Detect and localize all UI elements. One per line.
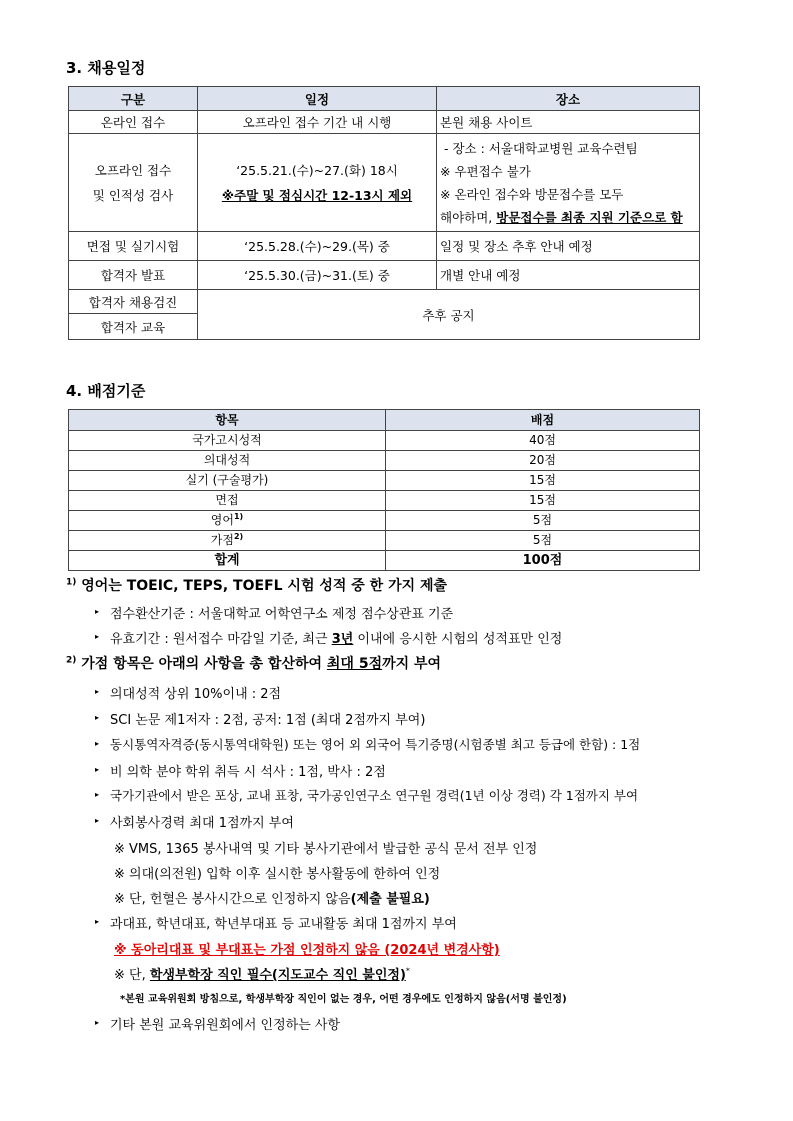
cell-place (437, 134, 700, 232)
category-line: 오프라인 접수 (94, 162, 172, 178)
note2-subitem (114, 888, 430, 907)
place-line: ※ 우편접수 불가 (440, 163, 531, 179)
cell-total-label: 합계 (69, 551, 386, 571)
note2-title (66, 653, 441, 673)
section3-heading: 3. 채용일정 (66, 59, 146, 77)
section4-heading: 4. 배점기준 (66, 382, 146, 400)
place-emphasis: 방문접수를 최종 지원 기준으로 함 (496, 209, 683, 225)
place-line: ※ 온라인 접수와 방문접수를 모두 (440, 186, 624, 202)
cell-score: 20점 (386, 451, 700, 471)
footnote-ref: 1) (233, 512, 244, 521)
bullet-icon: ▸ (95, 816, 100, 825)
cell-merged-note: 추후 공지 (198, 290, 700, 340)
table-row (69, 511, 700, 531)
note1-bullet: 점수환산기준 : 서울대학교 어학연구소 제정 점수상관표 기준 (110, 607, 454, 622)
note2-bullet: 비 의학 분야 학위 취득 시 석사 : 1점, 박사 : 2점 (110, 765, 386, 780)
note2-bullet: 국가기관에서 받은 포상, 교내 표창, 국가공인연구소 연구원 경력(1년 이상 경력) 각 1점까지 부여 (110, 788, 639, 803)
item-label: 영어 (210, 513, 234, 527)
note2-subitem: ※ VMS, 1365 봉사내역 및 기타 봉사기관에서 발급한 공식 문서 전부 인정 (114, 842, 538, 857)
col-header-category: 구분 (69, 87, 198, 111)
table-row (69, 111, 700, 134)
bullet-text: 이내에 응시한 시험의 성적표만 인정 (353, 632, 563, 647)
cell-item: 면접 (69, 491, 386, 511)
cell-category: 합격자 채용검진 (69, 290, 198, 314)
note1-bullet (110, 628, 562, 647)
note-title-text: 영어는 TOEIC, TEPS, TOEFL 시험 성적 중 한 가지 제출 (81, 578, 448, 594)
bullet-icon: ▸ (95, 632, 100, 641)
note-marker: 1) (66, 577, 77, 588)
footnote-ref: 2) (233, 532, 244, 541)
col-header-item: 항목 (69, 410, 386, 431)
cell-schedule (198, 134, 437, 232)
cell-score: 15점 (386, 471, 700, 491)
cell-category: 온라인 접수 (69, 111, 198, 134)
schedule-line: ‘25.5.21.(수)~27.(화) 18시 (236, 162, 398, 178)
item-label: 가점 (210, 533, 234, 547)
note-title-text: 까지 부여 (382, 656, 442, 672)
cell-place: 일정 및 장소 추후 안내 예정 (437, 232, 700, 261)
cell-schedule: 오프라인 접수 기간 내 시행 (198, 111, 437, 134)
cell-score: 15점 (386, 491, 700, 511)
note2-bullet: 기타 본원 교육위원회에서 인정하는 사항 (110, 1018, 341, 1033)
table-row (69, 491, 700, 511)
cell-place: 개별 안내 예정 (437, 261, 700, 290)
bullet-emphasis: 3년 (331, 632, 354, 647)
cell-item: 의대성적 (69, 451, 386, 471)
bullet-icon: ▸ (95, 687, 100, 696)
note2-subitem: ※ 의대(의전원) 입학 이후 실시한 봉사활동에 한하여 인정 (114, 867, 441, 882)
bullet-text: 유효기간 : 원서접수 마감일 기준, 최근 (110, 632, 332, 647)
bullet-icon: ▸ (95, 607, 100, 616)
schedule-table (68, 86, 700, 340)
table-row (69, 431, 700, 451)
note2-bullet: 과대표, 학년대표, 학년부대표 등 교내활동 최대 1점까지 부여 (110, 917, 457, 932)
col-header-schedule: 일정 (198, 87, 437, 111)
note2-footnote: *본원 교육위원회 방침으로, 학생부학장 직인이 없는 경우, 어떤 경우에도 인정하지 않음(서명 불인정) (120, 994, 567, 1005)
note2-bullet: 동시통역자격증(동시통역대학원) 또는 영어 외 외국어 특기증명(시험종별 최고 등급에 한함) : 1점 (110, 737, 641, 752)
bullet-icon: ▸ (95, 713, 100, 722)
subitem-emphasis: 학생부학장 직인 필수(지도교수 직인 불인정) (149, 968, 406, 983)
table-row (69, 531, 700, 551)
cell-total-score: 100점 (386, 551, 700, 571)
asterisk-ref: * (405, 966, 410, 976)
table-row-total (69, 551, 700, 571)
cell-item (69, 531, 386, 551)
subitem-text: ※ 단, 헌혈은 봉사시간으로 인정하지 않음 (114, 892, 351, 907)
cell-score: 40점 (386, 431, 700, 451)
col-header-place: 장소 (437, 87, 700, 111)
cell-category: 면접 및 실기시험 (69, 232, 198, 261)
note2-subitem (114, 964, 410, 983)
table-row (69, 134, 700, 232)
note2-red-notice: ※ 동아리대표 및 부대표는 가점 인정하지 않음 (2024년 변경사항) (114, 943, 500, 958)
bullet-icon: ▸ (95, 765, 100, 774)
note-marker: 2) (66, 655, 77, 666)
table-row (69, 261, 700, 290)
table-row (69, 232, 700, 261)
note1-title (66, 575, 447, 595)
cell-item (69, 511, 386, 531)
note2-bullet: SCI 논문 제1저자 : 2점, 공저: 1점 (최대 2점까지 부여) (110, 713, 426, 728)
col-header-score: 배점 (386, 410, 700, 431)
place-line: - 장소 : 서울대학교병원 교육수련팀 (444, 140, 638, 156)
cell-score: 5점 (386, 531, 700, 551)
cell-schedule: ‘25.5.28.(수)~29.(목) 중 (198, 232, 437, 261)
cell-item: 실기 (구술평가) (69, 471, 386, 491)
bullet-icon: ▸ (95, 917, 100, 926)
table-row (69, 471, 700, 491)
cell-category: 합격자 발표 (69, 261, 198, 290)
note-title-text: 가점 항목은 아래의 사항을 총 합산하여 (81, 656, 327, 672)
schedule-note: ※주말 및 점심시간 12-13시 제외 (221, 187, 413, 203)
note-title-emphasis: 최대 5점 (326, 656, 383, 672)
bullet-icon: ▸ (95, 739, 100, 748)
cell-item: 국가고시성적 (69, 431, 386, 451)
bullet-icon: ▸ (95, 1018, 100, 1027)
cell-score: 5점 (386, 511, 700, 531)
cell-category: 합격자 교육 (69, 314, 198, 340)
subitem-emphasis: (제출 불필요) (350, 892, 430, 907)
cell-category (69, 134, 198, 232)
note2-bullet: 의대성적 상위 10%이내 : 2점 (110, 687, 282, 702)
category-line: 및 인적성 검사 (92, 187, 174, 203)
scoring-table (68, 409, 700, 571)
cell-place: 본원 채용 사이트 (437, 111, 700, 134)
bullet-icon: ▸ (95, 790, 100, 799)
cell-schedule: ‘25.5.30.(금)~31.(토) 중 (198, 261, 437, 290)
table-row (69, 290, 700, 314)
place-line: 해야하며, (440, 209, 497, 225)
table-row (69, 451, 700, 471)
subitem-text: ※ 단, (114, 968, 150, 983)
note2-bullet: 사회봉사경력 최대 1점까지 부여 (110, 816, 294, 831)
